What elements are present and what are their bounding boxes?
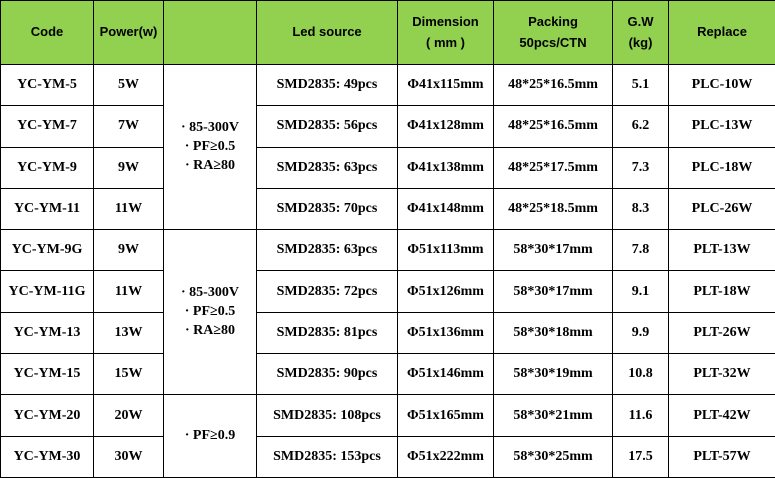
cell-replace: PLC-10W [669,65,775,106]
header-spec [164,1,257,65]
cell-replace: PLT-42W [669,395,775,436]
header-gw [613,1,669,65]
cell-power: 30W [94,436,164,477]
cell-led-source: SMD2835: 49pcs [257,65,398,106]
table-row [1,188,775,229]
cell-led-source: SMD2835: 72pcs [257,271,398,312]
header-packing-line1: Packing [528,13,578,29]
table-row [1,436,775,477]
cell-packing: 58*30*17mm [494,230,613,271]
cell-packing: 58*30*17mm [494,271,613,312]
table-row [1,106,775,147]
cell-power: 5W [94,65,164,106]
cell-packing: 58*30*21mm [494,395,613,436]
cell-packing: 58*30*19mm [494,354,613,395]
cell-led-source: SMD2835: 70pcs [257,188,398,229]
cell-packing: 58*30*18mm [494,312,613,353]
cell-dimension: Φ51x222mm [398,436,494,477]
cell-code: YC-YM-11G [1,271,94,312]
cell-dimension: Φ51x146mm [398,354,494,395]
cell-code: YC-YM-9G [1,230,94,271]
cell-dimension: Φ51x165mm [398,395,494,436]
cell-gw: 7.3 [613,147,669,188]
cell-spec-group [164,395,257,478]
cell-packing: 48*25*17.5mm [494,147,613,188]
spec-note-line: · RA≥80 [184,157,236,173]
cell-led-source: SMD2835: 63pcs [257,230,398,271]
cell-code: YC-YM-11 [1,188,94,229]
header-dimension-line2: ( mm ) [426,34,465,50]
table-row [1,395,775,436]
cell-led-source: SMD2835: 81pcs [257,312,398,353]
cell-code: YC-YM-20 [1,395,94,436]
cell-dimension: Φ41x148mm [398,188,494,229]
cell-power: 11W [94,271,164,312]
header-power: Power(w) [94,1,164,65]
cell-gw: 5.1 [613,65,669,106]
cell-code: YC-YM-15 [1,354,94,395]
cell-gw: 7.8 [613,230,669,271]
cell-replace: PLT-32W [669,354,775,395]
cell-packing: 58*30*25mm [494,436,613,477]
cell-power: 9W [94,147,164,188]
cell-led-source: SMD2835: 63pcs [257,147,398,188]
header-gw-line1: G.W [627,13,654,29]
cell-gw: 8.3 [613,188,669,229]
cell-power: 9W [94,230,164,271]
cell-packing: 48*25*18.5mm [494,188,613,229]
spec-note-line: · 85-300V [181,284,239,300]
cell-replace: PLT-26W [669,312,775,353]
cell-led-source: SMD2835: 153pcs [257,436,398,477]
cell-gw: 6.2 [613,106,669,147]
table-row [1,271,775,312]
cell-code: YC-YM-9 [1,147,94,188]
header-dimension-line1: Dimension [412,13,479,29]
cell-replace: PLT-13W [669,230,775,271]
header-packing [494,1,613,65]
table-row [1,65,775,106]
header-row [1,1,775,65]
cell-spec-group [164,65,257,230]
cell-code: YC-YM-7 [1,106,94,147]
table-row [1,230,775,271]
cell-power: 15W [94,354,164,395]
table-row [1,312,775,353]
table-body [1,65,775,478]
spec-note-line: · PF≥0.5 [184,303,236,319]
cell-power: 20W [94,395,164,436]
header-code: Code [1,1,94,65]
cell-code: YC-YM-30 [1,436,94,477]
cell-code: YC-YM-13 [1,312,94,353]
header-gw-line2: (kg) [628,34,653,50]
cell-spec-group [164,230,257,395]
spec-note-line: · RA≥80 [184,322,236,338]
table-row [1,354,775,395]
cell-dimension: Φ41x115mm [398,65,494,106]
cell-led-source: SMD2835: 90pcs [257,354,398,395]
cell-power: 11W [94,188,164,229]
cell-led-source: SMD2835: 56pcs [257,106,398,147]
cell-replace: PLC-26W [669,188,775,229]
cell-dimension: Φ41x128mm [398,106,494,147]
cell-dimension: Φ41x138mm [398,147,494,188]
cell-led-source: SMD2835: 108pcs [257,395,398,436]
cell-replace: PLT-18W [669,271,775,312]
cell-dimension: Φ51x113mm [398,230,494,271]
cell-dimension: Φ51x126mm [398,271,494,312]
header-dimension [398,1,494,65]
cell-packing: 48*25*16.5mm [494,65,613,106]
spec-note-line: · 85-300V [181,119,239,135]
table-row [1,147,775,188]
header-replace: Replace [669,1,775,65]
spec-note-line: · PF≥0.5 [184,138,236,154]
spec-note-line: · PF≥0.9 [184,427,236,443]
cell-replace: PLC-13W [669,106,775,147]
cell-gw: 17.5 [613,436,669,477]
cell-power: 7W [94,106,164,147]
header-led-source: Led source [257,1,398,65]
header-packing-line2: 50pcs/CTN [519,34,587,50]
cell-gw: 9.9 [613,312,669,353]
cell-gw: 11.6 [613,395,669,436]
cell-replace: PLC-18W [669,147,775,188]
cell-gw: 10.8 [613,354,669,395]
cell-gw: 9.1 [613,271,669,312]
cell-dimension: Φ51x136mm [398,312,494,353]
cell-packing: 48*25*16.5mm [494,106,613,147]
cell-code: YC-YM-5 [1,65,94,106]
cell-replace: PLT-57W [669,436,775,477]
cell-power: 13W [94,312,164,353]
